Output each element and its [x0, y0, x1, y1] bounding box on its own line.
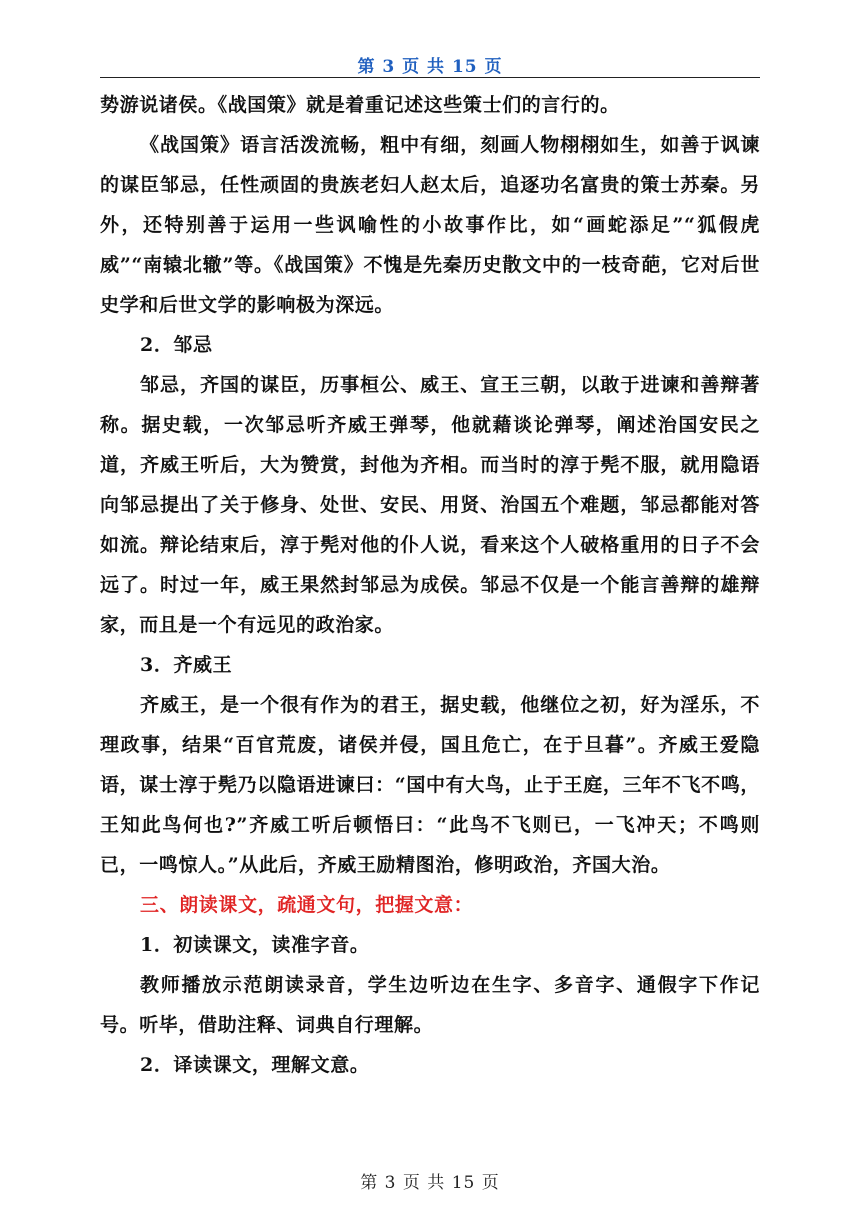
step-translate-reading: 2．译读课文，理解文意。 [140, 1054, 370, 1076]
step-first-reading: 1．初读课文，读准字音。 [140, 934, 370, 956]
section-heading-reading: 三、朗读课文，疏通文句，把握文意： [140, 894, 474, 916]
subheading-qiweiwang: 3．齐威王 [140, 654, 233, 676]
document-body [100, 85, 760, 1085]
page-footer: 第 3 页 共 15 页 [360, 1173, 500, 1193]
header-divider [100, 77, 760, 78]
page-header: 第 3 页 共 15 页 [357, 57, 503, 77]
paragraph-qiweiwang: 齐威王，是一个很有作为的君王，据史载，他继位之初，好为淫乐，不理政事，结果“百官荒废，诸侯并侵，国且危亡，在于旦暮”。齐威王爱隐语，谋士淳于髡乃以隐语进谏曰：“国中有大鸟，止于王庭，三年不飞不鸣，王知此鸟何也?”齐威工听后顿悟曰：“此鸟不飞则已，一飞冲天；不鸣则已，一鸣惊人。”从此后，齐威王励精图治，修明政治，齐国大治。 [100, 694, 760, 876]
subheading-zouji: 2．邹忌 [140, 334, 213, 356]
paragraph-zhanguoce-style: 《战国策》语言活泼流畅，粗中有细，刻画人物栩栩如生，如善于讽谏的谋臣邹忌，任性顽固的贵族老妇人赵太后，追逐功名富贵的策士苏秦。另外，还特别善于运用一些讽喻性的小故事作比，如“画蛇添足”“狐假虎威”“南辕北辙”等。《战国策》不愧是先秦历史散文中的一枝奇葩，它对后世史学和后世文学的影响极为深远。 [100, 134, 760, 316]
paragraph-continuation: 势游说诸侯。《战国策》就是着重记述这些策士们的言行的。 [100, 94, 620, 116]
paragraph-teacher-audio: 教师播放示范朗读录音，学生边听边在生字、多音字、通假字下作记号。听毕，借助注释、词典自行理解。 [100, 974, 760, 1036]
paragraph-zouji: 邹忌，齐国的谋臣，历事桓公、威王、宣王三朝，以敢于进谏和善辩著称。据史载，一次邹忌听齐威王弹琴，他就藉谈论弹琴，阐述治国安民之道，齐威王听后，大为赞赏，封他为齐相。而当时的淳于髡不服，就用隐语向邹忌提出了关于修身、处世、安民、用贤、治国五个难题，邹忌都能对答如流。辩论结束后，淳于髡对他的仆人说，看来这个人破格重用的日子不会远了。时过一年，威王果然封邹忌为成侯。邹忌不仅是一个能言善辩的雄辩家，而且是一个有远见的政治家。 [100, 374, 760, 636]
